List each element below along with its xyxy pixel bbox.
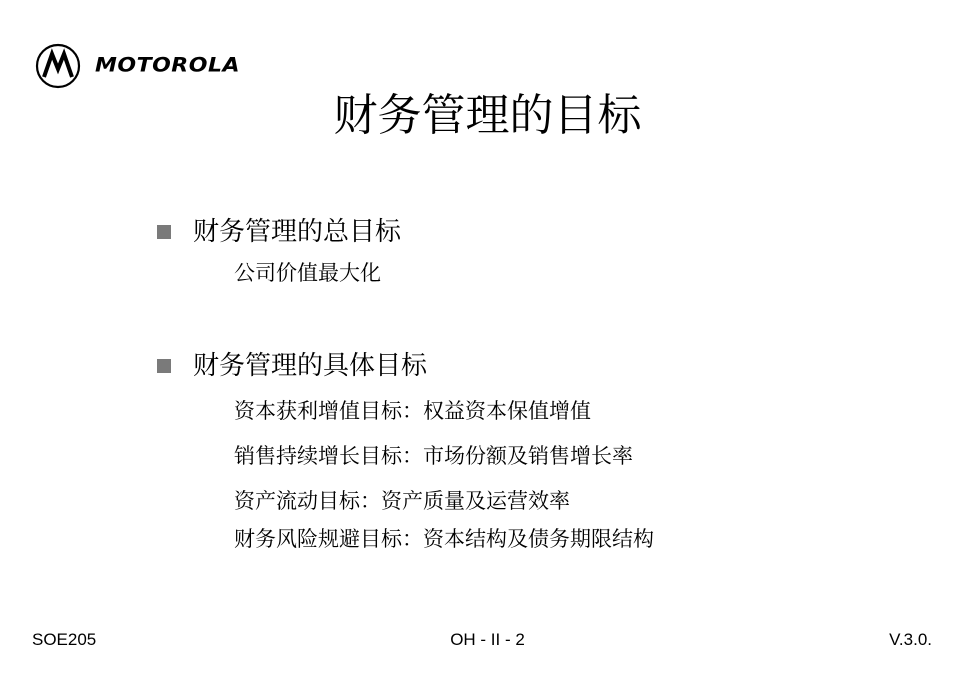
section-overall-goal — [157, 214, 401, 288]
section-heading: 财务管理的具体目标 — [193, 351, 428, 381]
section-specific-goals — [157, 348, 654, 554]
square-bullet-icon — [157, 225, 171, 239]
list-item: 销售持续增长目标：市场份额及销售增长率 — [234, 444, 633, 468]
list-item: 资本获利增值目标：权益资本保值增值 — [234, 399, 591, 423]
page-title: 财务管理的目标 — [333, 90, 642, 141]
list-item: 财务风险规避目标：资本结构及债务期限结构 — [234, 527, 654, 551]
footer-version: V.3.0. — [889, 630, 932, 649]
list-item: 公司价值最大化 — [234, 261, 381, 285]
footer-course-code: SOE205 — [32, 630, 97, 649]
section-heading: 财务管理的总目标 — [193, 217, 402, 247]
brand-name: MOTOROLA — [95, 54, 240, 77]
motorola-logo — [35, 43, 240, 89]
bullet-row — [157, 214, 401, 250]
motorola-batwing-icon — [35, 43, 81, 89]
footer-page-id: OH - II - 2 — [450, 630, 525, 649]
list-item: 资产流动目标：资产质量及运营效率 — [234, 489, 570, 513]
bullet-row — [157, 348, 654, 384]
square-bullet-icon — [157, 359, 171, 373]
